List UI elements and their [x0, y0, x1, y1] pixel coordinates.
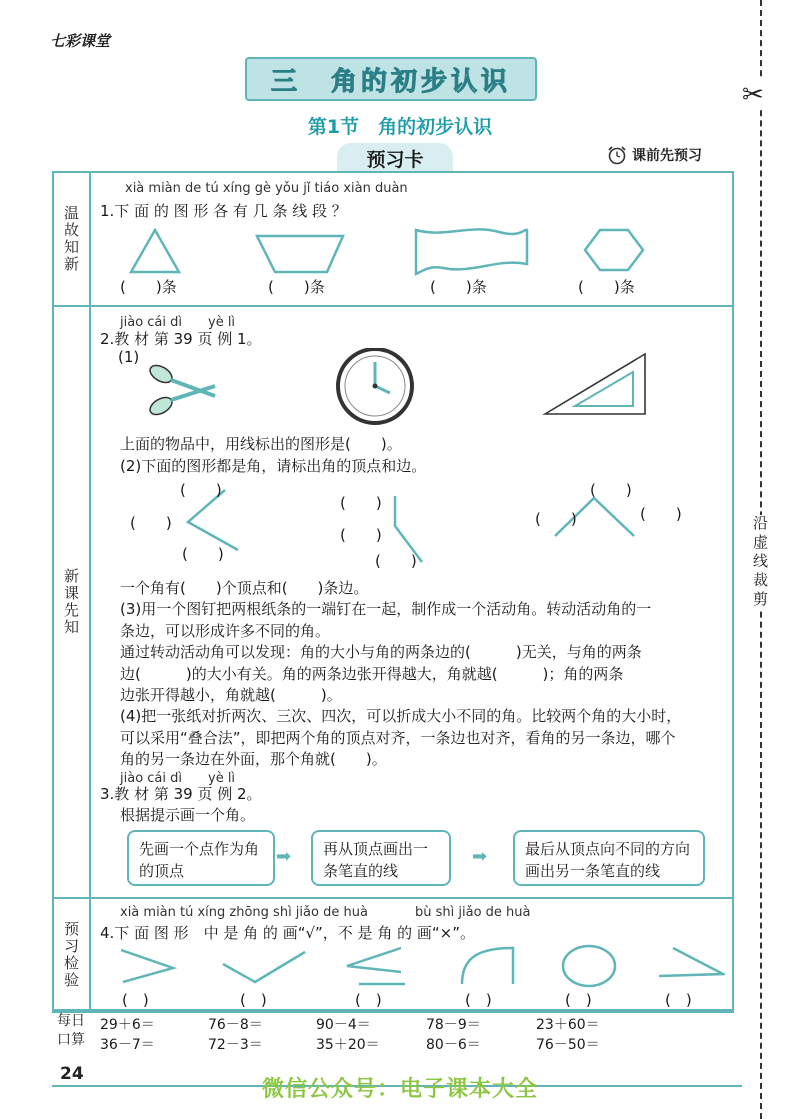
q4-answer-5[interactable]: ( )	[565, 991, 592, 1009]
oral-item[interactable]: 72－3＝	[208, 1037, 263, 1053]
q4-answer-3[interactable]: ( )	[355, 991, 382, 1009]
q2-part1: (1)	[118, 348, 140, 366]
q2-line4b: 条边，可以形成许多不同的角。	[120, 622, 331, 640]
review-answer-3[interactable]: ( )条	[430, 278, 487, 296]
q4-answer-2[interactable]: ( )	[240, 991, 267, 1009]
q4-figures	[115, 942, 725, 988]
review-question: 1.下 面 的 图 形 各 有 几 条 线 段 ？	[100, 202, 347, 220]
q4-figure-4	[462, 948, 513, 984]
watermark-text: 微信公众号：电子课本大全	[261, 1077, 538, 1102]
chapter-title: 三 角的初步认识	[245, 57, 537, 101]
q2-line5b: 边( )的大小有关。角的两条边张开得越大，角就越( )；角的两条	[120, 665, 624, 683]
scissors-picture	[147, 362, 215, 418]
blank-3b[interactable]: ( )	[535, 510, 577, 528]
blank-2a[interactable]: ( )	[340, 494, 382, 512]
alarm-clock-icon	[606, 145, 628, 165]
q2-line5a: 通过转动活动角可以发现：角的大小与角的两条边的( )无关，与角的两条	[120, 643, 642, 661]
q2-line6b: 可以采用“叠合法”，即把两个角的顶点对齐，一条边也对齐，看角的另一条边，哪个	[120, 729, 676, 747]
q4-figure-3	[347, 948, 405, 984]
q4-answer-4[interactable]: ( )	[465, 991, 492, 1009]
q2-line6a: (4)把一张纸对折两次、三次、四次，可以折成大小不同的角。比较两个角的大小时，	[120, 707, 682, 725]
card-title: 预习卡	[337, 143, 453, 173]
q4-figure-6	[659, 948, 723, 976]
q2-line1: 上面的物品中，用线标出的图形是( )。	[120, 435, 402, 453]
blank-1b[interactable]: ( )	[130, 514, 172, 532]
clock-picture	[338, 349, 412, 423]
review-shapes	[125, 228, 725, 276]
q3-line1: 根据提示画一个角。	[120, 806, 256, 824]
blank-3a[interactable]: ( )	[590, 481, 632, 499]
blank-1a[interactable]: ( )	[180, 481, 222, 499]
section-label-new-lesson: 新课先知	[62, 568, 80, 636]
section-title: 第1节 角的初步认识	[307, 116, 493, 138]
blank-2c[interactable]: ( )	[375, 552, 417, 570]
q4-pinyin-b: bù shì jiǎo de huà	[415, 905, 531, 920]
label-column-divider	[89, 171, 91, 1011]
q2-line5c: 边张开得越小，角就越( )。	[120, 686, 342, 704]
q4-answer-6[interactable]: ( )	[665, 991, 692, 1009]
q2-line3: 一个角有( )个顶点和( )条边。	[120, 579, 369, 597]
preview-tag-label: 课前先预习	[632, 148, 702, 164]
q4-figure-1	[121, 950, 173, 982]
oral-item[interactable]: 76－50＝	[536, 1037, 600, 1053]
q2-title: 2.教 材 第 39 页 例 1。	[100, 330, 262, 348]
oral-item[interactable]: 35＋20＝	[316, 1037, 380, 1053]
oral-item[interactable]: 36－7＝	[100, 1037, 155, 1053]
flow-step-1: 先画一个点作为角的顶点	[127, 830, 275, 886]
oral-item[interactable]: 90－4＝	[316, 1017, 371, 1033]
q2-line2: (2)下面的图形都是角，请标出角的顶点和边。	[120, 457, 427, 475]
q2-pinyin: jiào cái dì yè lì	[120, 315, 236, 330]
q3-pinyin: jiào cái dì yè lì	[120, 771, 236, 786]
oral-item[interactable]: 80－6＝	[426, 1037, 481, 1053]
flow-step-3: 最后从顶点向不同的方向画出另一条笔直的线	[513, 830, 705, 886]
q3-title: 3.教 材 第 39 页 例 2。	[100, 785, 262, 803]
scissors-icon: ✂	[742, 80, 764, 110]
section-label-oral: 每日口算	[57, 1013, 85, 1048]
set-square-picture	[545, 354, 645, 414]
oral-item[interactable]: 78－9＝	[426, 1017, 481, 1033]
arrow-right-icon: ➡	[472, 846, 488, 867]
object-pictures	[145, 348, 725, 428]
arrow-right-icon: ➡	[276, 846, 292, 867]
divider-check	[52, 1011, 734, 1013]
wavy-shape	[416, 229, 527, 274]
review-answer-2[interactable]: ( )条	[268, 278, 325, 296]
oral-item[interactable]: 76－8＝	[208, 1017, 263, 1033]
review-answer-4[interactable]: ( )条	[578, 278, 635, 296]
triangle-shape	[131, 230, 179, 272]
divider-review	[52, 305, 734, 307]
q4-figure-5	[563, 946, 615, 986]
oral-item[interactable]: 23＋60＝	[536, 1017, 600, 1033]
q4-pinyin-a: xià miàn tú xíng zhōng shì jiǎo de huà	[120, 905, 368, 920]
cut-label: 沿虚线裁剪	[741, 515, 771, 610]
flow-step-2: 再从顶点画出一条笔直的线	[311, 830, 451, 886]
trapezoid-shape	[257, 236, 343, 272]
oral-item[interactable]: 29＋6＝	[100, 1017, 155, 1033]
brand-logo: 七彩课堂	[50, 32, 111, 50]
divider-new-lesson	[52, 897, 734, 899]
q2-line6c: 角的另一条边在外面，那个角就( )。	[120, 750, 387, 768]
page-number: 24	[60, 1064, 84, 1084]
blank-3c[interactable]: ( )	[640, 505, 682, 523]
review-pinyin: xià miàn de tú xíng gè yǒu jǐ tiáo xiàn duàn	[125, 181, 408, 196]
q2-line4a: (3)用一个图钉把两根纸条的一端钉在一起，制作成一个活动角。转动活动角的一	[120, 600, 652, 618]
review-answer-1[interactable]: ( )条	[120, 278, 177, 296]
blank-1c[interactable]: ( )	[182, 545, 224, 563]
q4-question: 4.下 面 图 形 中 是 角 的 画“√”，不 是 角 的 画“×”。	[100, 924, 475, 942]
blank-2b[interactable]: ( )	[340, 526, 382, 544]
hexagon-shape	[585, 230, 643, 270]
section-label-review: 温故知新	[62, 205, 80, 273]
section-label-check: 预习检验	[62, 921, 80, 989]
q4-figure-2	[223, 952, 305, 982]
preview-tag	[606, 145, 702, 165]
q4-answer-1[interactable]: ( )	[122, 991, 149, 1009]
